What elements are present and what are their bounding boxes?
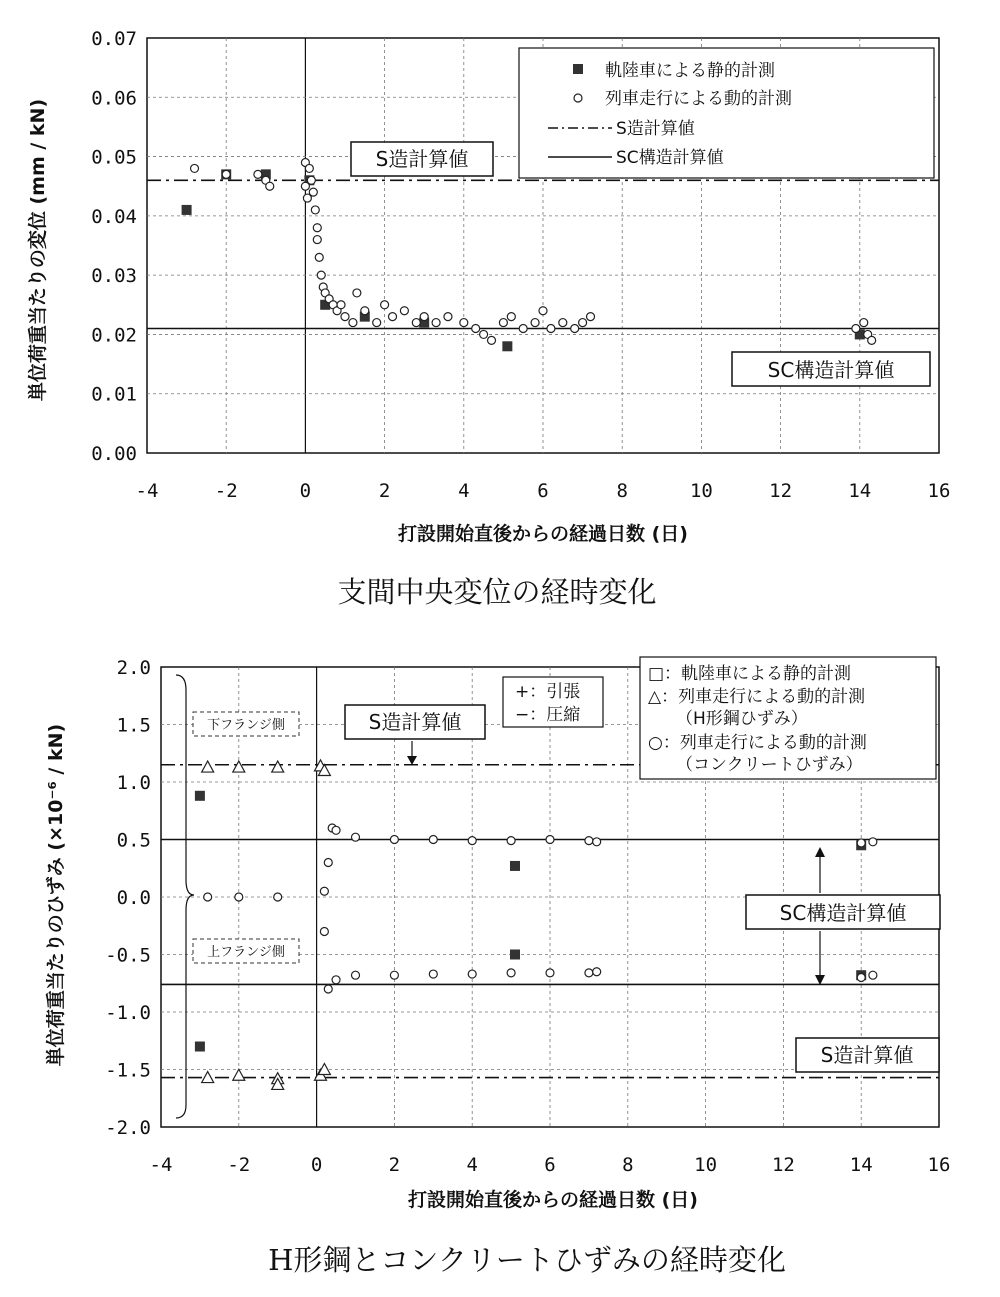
c1-xtick-label: 12 — [769, 480, 793, 502]
c2-point-static — [510, 861, 520, 871]
c2-ytick-label: -2.0 — [105, 1117, 151, 1139]
c2-point-dynamic — [324, 985, 332, 993]
c2-xtick-label: 4 — [466, 1154, 478, 1176]
legend-1-marker-dynamic — [574, 94, 582, 102]
c2-point-static — [195, 1042, 205, 1052]
c1-point-dynamic — [488, 336, 496, 344]
chart-displacement — [26, 28, 950, 609]
c2-point-dynamic — [546, 836, 554, 844]
c1-point-dynamic — [868, 336, 876, 344]
bottom-flange-label: 下フランジ側 — [207, 718, 285, 733]
c2-point-dynamic — [390, 836, 398, 844]
c1-xtick-label: 16 — [927, 480, 951, 502]
c1-xtick-label: 2 — [378, 480, 391, 502]
legend-2-steel-note: （H形鋼ひずみ） — [676, 709, 808, 729]
c2-ytick-label: 2.0 — [116, 657, 151, 679]
c1-xtick-label: 10 — [689, 480, 713, 502]
c1-point-dynamic — [432, 319, 440, 327]
c2-point-dynamic — [429, 836, 437, 844]
c2-point-dynamic — [507, 969, 515, 977]
c2-point-dynamic — [320, 887, 328, 895]
c1-point-dynamic — [353, 289, 361, 297]
legend-2-static: □：軌陸車による静的計測 — [648, 664, 852, 684]
c1-point-dynamic — [389, 313, 397, 321]
c2-point-dynamic — [468, 970, 476, 978]
c2-ytick-label: -1.0 — [105, 1002, 151, 1024]
c2-point-dynamic — [869, 971, 877, 979]
c2-point-dynamic — [352, 971, 360, 979]
c1-point-dynamic — [444, 313, 452, 321]
y-axis-label-2: 単位荷重当たりのひずみ (×10⁻⁶ / kN) — [45, 723, 67, 1067]
c1-point-static — [182, 205, 192, 215]
annotation-2-s-calc-top: S造計算値 — [368, 710, 462, 734]
c1-point-dynamic — [531, 319, 539, 327]
c2-point-dynamic — [546, 969, 554, 977]
c2-xtick-label: -4 — [149, 1154, 173, 1176]
c2-point-dynamic — [332, 976, 340, 984]
c1-point-dynamic — [579, 319, 587, 327]
c2-point-dynamic — [507, 837, 515, 845]
c1-point-dynamic — [571, 325, 579, 333]
c1-point-dynamic — [400, 307, 408, 315]
c1-point-dynamic — [222, 170, 230, 178]
c1-point-dynamic — [191, 164, 199, 172]
c2-ytick-label: 1.0 — [116, 772, 151, 794]
c2-xtick-label: 6 — [544, 1154, 556, 1176]
c2-point-static — [195, 791, 205, 801]
c1-point-dynamic — [307, 176, 315, 184]
c1-point-dynamic — [559, 319, 567, 327]
x-axis-label-1: 打設開始直後からの経過日数 (日) — [398, 523, 688, 545]
c1-ytick-label: 0.06 — [91, 87, 137, 110]
legend-2-dynamic-concrete: ○：列車走行による動的計測 — [648, 733, 867, 753]
c1-point-dynamic — [341, 313, 349, 321]
c1-point-dynamic — [311, 206, 319, 214]
legend-1 — [519, 48, 934, 178]
c1-point-dynamic — [317, 271, 325, 279]
annotation-2-sc-calc: SC構造計算値 — [779, 901, 907, 925]
c2-point-dynamic — [352, 833, 360, 841]
c1-point-dynamic — [460, 319, 468, 327]
annotation-1-s-calc: S造計算値 — [375, 147, 469, 171]
c1-ytick-label: 0.04 — [91, 205, 137, 228]
c1-point-dynamic — [852, 325, 860, 333]
c2-point-dynamic — [857, 839, 865, 847]
c1-point-dynamic — [254, 170, 262, 178]
x-axis-label-2: 打設開始直後からの経過日数 (日) — [408, 1189, 698, 1211]
c2-xtick-label: 8 — [622, 1154, 634, 1176]
c1-xtick-label: 14 — [848, 480, 872, 502]
sign-legend-tension: +：引張 — [515, 682, 581, 702]
legend-1-static: 軌陸車による静的計測 — [605, 61, 775, 81]
c1-point-dynamic — [313, 224, 321, 232]
c2-xtick-label: 14 — [849, 1154, 873, 1176]
c1-point-dynamic — [337, 301, 345, 309]
c1-xtick-label: 4 — [458, 480, 470, 502]
legend-1-sc-calc: SC構造計算値 — [616, 148, 724, 168]
c1-point-dynamic — [349, 319, 357, 327]
c2-point-dynamic — [869, 838, 877, 846]
c2-xtick-label: 12 — [771, 1154, 795, 1176]
c2-point-static — [510, 950, 520, 960]
c2-point-dynamic — [429, 970, 437, 978]
c1-point-dynamic — [266, 182, 274, 190]
c1-point-dynamic — [519, 325, 527, 333]
legend-1-s-calc: S造計算値 — [616, 119, 695, 139]
c1-point-dynamic — [381, 301, 389, 309]
c1-ytick-label: 0.03 — [91, 265, 137, 288]
c2-xtick-label: 16 — [927, 1154, 951, 1176]
sign-legend-compression: −：圧縮 — [515, 705, 581, 725]
c1-xtick-label: -2 — [214, 480, 238, 502]
c1-point-dynamic — [305, 164, 313, 172]
chart-strain — [44, 657, 950, 1277]
c2-point-dynamic — [585, 837, 593, 845]
y-axis-label-1: 単位荷重当たりの変位 (mm / kN) — [27, 98, 49, 402]
c2-point-dynamic — [593, 838, 601, 846]
c1-point-dynamic — [315, 253, 323, 261]
c1-point-dynamic — [539, 307, 547, 315]
c1-point-dynamic — [499, 319, 507, 327]
c1-point-dynamic — [313, 236, 321, 244]
c2-point-dynamic — [332, 826, 340, 834]
c2-xtick-label: 10 — [694, 1154, 718, 1176]
c1-xtick-label: 6 — [537, 480, 549, 502]
caption-2: H形鋼とコンクリートひずみの経時変化 — [268, 1243, 786, 1277]
c1-ytick-label: 0.02 — [91, 324, 137, 347]
legend-1-dynamic: 列車走行による動的計測 — [605, 89, 792, 109]
c1-point-dynamic — [480, 330, 488, 338]
c1-point-dynamic — [412, 319, 420, 327]
c2-point-dynamic — [274, 893, 282, 901]
c2-point-dynamic — [235, 893, 243, 901]
c1-xtick-label: -4 — [135, 480, 159, 502]
c1-ytick-label: 0.05 — [91, 146, 137, 169]
c1-point-dynamic — [420, 313, 428, 321]
c2-point-dynamic — [324, 859, 332, 867]
c2-point-dynamic — [857, 974, 865, 982]
c2-ytick-label: 1.5 — [116, 714, 151, 737]
c1-point-dynamic — [547, 325, 555, 333]
c2-point-dynamic — [585, 969, 593, 977]
c1-ytick-label: 0.07 — [91, 28, 137, 50]
c1-xtick-label: 0 — [299, 480, 312, 502]
c1-point-static — [502, 341, 512, 351]
c2-point-dynamic — [320, 928, 328, 936]
c2-ytick-label: -1.5 — [105, 1059, 151, 1082]
c1-point-dynamic — [587, 313, 595, 321]
c2-point-dynamic — [593, 968, 601, 976]
c2-ytick-label: 0.5 — [116, 829, 151, 852]
legend-1-marker-static — [573, 64, 583, 74]
c1-ytick-label: 0.00 — [91, 443, 137, 465]
c1-ytick-label: 0.01 — [91, 383, 137, 406]
c2-xtick-label: -2 — [227, 1154, 251, 1176]
c1-point-dynamic — [373, 319, 381, 327]
annotation-1-sc-calc: SC構造計算値 — [767, 358, 895, 382]
legend-2-dynamic-steel: △：列車走行による動的計測 — [648, 687, 866, 707]
legend-2-concrete-note: （コンクリートひずみ） — [676, 755, 863, 775]
c2-point-dynamic — [468, 837, 476, 845]
c2-ytick-label: -0.5 — [105, 944, 151, 967]
c1-point-dynamic — [309, 188, 317, 196]
c1-xtick-label: 8 — [616, 480, 628, 502]
c1-point-dynamic — [361, 307, 369, 315]
annotation-2-s-calc-bottom: S造計算値 — [820, 1043, 914, 1067]
c1-point-dynamic — [472, 325, 480, 333]
c1-point-dynamic — [507, 313, 515, 321]
c2-xtick-label: 2 — [388, 1154, 401, 1176]
top-flange-label: 上フランジ側 — [207, 945, 285, 960]
caption-1: 支間中央変位の経時変化 — [337, 575, 657, 609]
c2-point-dynamic — [204, 893, 212, 901]
c2-xtick-label: 0 — [310, 1154, 323, 1176]
c2-ytick-label: 0.0 — [116, 887, 151, 909]
c1-point-dynamic — [860, 319, 868, 327]
c2-point-dynamic — [390, 971, 398, 979]
